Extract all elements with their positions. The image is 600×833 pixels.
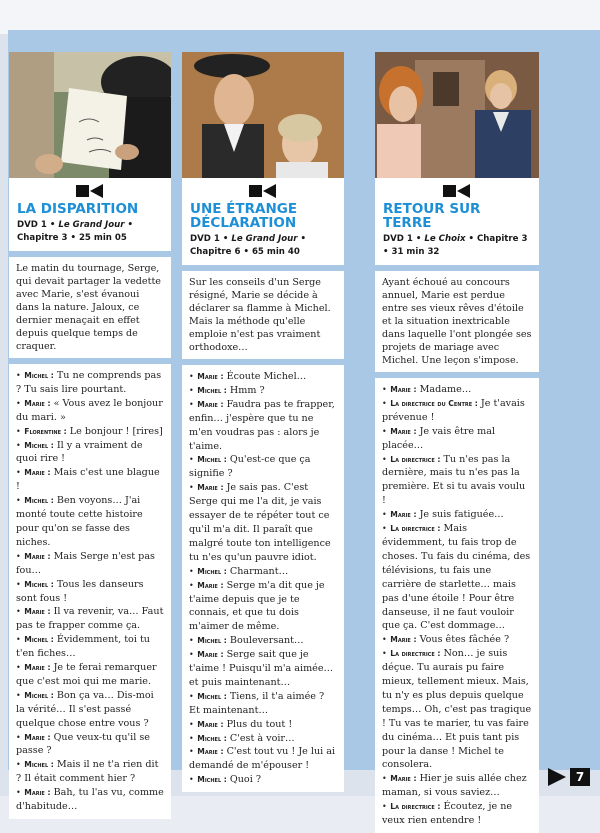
dialogue-line: • Michel : Tiens, il t'a aimée ? Et maintenant… <box>189 690 325 716</box>
dialogue-line: • La directrice : Tu n'es pas la dernière, mais tu n'es pas la première. Et si tu avais voulu ! <box>382 453 526 507</box>
dialogue-line: • Marie : Je te ferai remarquer que c'est moi qui me marie. <box>16 662 157 687</box>
dvd-info: DVD 1 • Le Grand Jour • Chapitre 3 • 25 min 05 <box>17 220 133 243</box>
dialogue-line: • Michel : Tous les danseurs sont fous ! <box>16 578 144 604</box>
dialogue-line: • Michel : C'est à voir… <box>189 732 295 744</box>
dialogue-line: • Marie : Mais Serge n'est pas fou… <box>16 550 155 576</box>
scene-summary: Sur les conseils d'un Serge résigné, Marie se décide à déclarer sa flamme à Michel. Mais la méthode qu'elle emploie n'est pas vraiment orthodoxe… <box>182 271 344 359</box>
dialogue-line: • Marie : Serge m'a dit que je t'aime depuis que je te connais, et que tu dois m'aimer de même. <box>189 579 325 633</box>
dialogue-line: • Michel : Hmm ? <box>189 384 265 396</box>
dialogue-line: • Marie : Écoute Michel… <box>189 371 307 382</box>
column-la-disparition <box>9 52 171 819</box>
scene-header <box>375 178 539 265</box>
film-still-1 <box>9 52 171 178</box>
dialogue-line: • Marie : Madame… <box>382 384 472 395</box>
dialogue-line: • Michel : Ben voyons… J'ai monté toute cette histoire pour qu'on se fasse des niches. <box>16 495 143 548</box>
dialogue-line: • Michel : Évidemment, toi tu t'en fiches… <box>16 634 150 660</box>
dialogue-line: • La directrice : Écoutez, je ne veux rien entendre ! <box>382 801 513 827</box>
dialogue-line: • Marie : Je vais être mal placée… <box>382 425 496 451</box>
camera-icon <box>249 184 277 198</box>
film-still-2 <box>182 52 344 178</box>
dialogue-line: • Michel : Qu'est-ce que ça signifie ? <box>189 454 311 480</box>
column-une-etrange-declaration <box>182 52 344 792</box>
dialogue-line: • Marie : Plus du tout ! <box>189 718 293 730</box>
dialogue-line: • Marie : Il va revenir, va… Faut pas te frapper comme ça. <box>16 606 164 632</box>
dialogue-line: • Marie : C'est tout vu ! Je lui ai demandé de m'épouser ! <box>189 746 336 772</box>
dialogue-block <box>9 364 171 819</box>
dialogue-line: • Michel : Bouleversant… <box>189 635 304 647</box>
dialogue-line: • Marie : Mais c'est une blague ! <box>16 467 160 493</box>
dialogue-line: • La directrice du Centre : Je t'avais prévenue ! <box>382 397 525 423</box>
film-still-3 <box>375 52 539 178</box>
dialogue-line: • Marie : Que veux-tu qu'il se passe ? <box>16 731 150 757</box>
page-footer <box>548 768 590 786</box>
camera-icon <box>76 184 104 198</box>
dvd-info: DVD 1 • Le Grand Jour • Chapitre 6 • 65 min 40 <box>190 234 306 257</box>
dialogue-line: • La directrice : Non… je suis déçue. Tu aurais pu faire mieux, tellement mieux. Mais, tu n'y es plus depuis quelque temps… Oh, c'est pas tragique ! Tu vas te marier, tu vas faire du cinéma… Et puis tant pis pour la danse ! Michel te consolera. <box>382 648 532 771</box>
dialogue-line: • Marie : Vous êtes fâchée ? <box>382 634 510 646</box>
dvd-info: DVD 1 • Le Choix • Chapitre 3 • 31 min 32 <box>383 234 528 257</box>
column-retour-sur-terre <box>375 52 539 833</box>
scene-header <box>9 178 171 251</box>
dialogue-block <box>182 365 344 792</box>
dialogue-line: • Michel : Bon ça va… Dis-moi la vérité… Il s'est passé quelque chose entre vous ? <box>16 689 154 729</box>
dialogue-line: • Marie : Bah, tu l'as vu, comme d'habitude… <box>16 787 164 813</box>
scene-header <box>182 178 344 265</box>
top-band <box>0 0 600 34</box>
dialogue-line: • Florentine : Le bonjour ! [rires] <box>16 425 163 437</box>
dialogue-line: • Michel : Mais il ne t'a rien dit ? Il était comment hier ? <box>16 759 159 785</box>
scene-title: LA DISPARITION <box>17 201 139 217</box>
scene-summary: Ayant échoué au concours annuel, Marie est perdue entre ses vieux rêves d'étoile et la situation inextricable dans laquelle l'ont plongée ses projets de mariage avec Michel. Une leçon s'impose. <box>375 271 539 372</box>
dialogue-line: • Michel : Quoi ? <box>189 774 261 786</box>
page-number: 7 <box>570 768 590 786</box>
dialogue-line: • Marie : « Vous avez le bonjour du mari. » <box>16 397 163 423</box>
camera-icon <box>443 184 471 198</box>
next-arrow-icon <box>548 768 566 786</box>
dialogue-line: • Marie : Je sais pas. C'est Serge qui me l'a dit, je vais essayer de te répéter tout ce qu'il m'a dit. Il paraît que malgré toute ton intelligence tu n'es qu'un pauvre idiot. <box>189 482 331 563</box>
scene-title: RETOUR SUR TERRE <box>383 201 481 231</box>
dialogue-line: • Michel : Charmant… <box>189 565 289 577</box>
dialogue-block <box>375 378 539 833</box>
dialogue-line: • Marie : Je suis fatiguée… <box>382 509 504 521</box>
dialogue-line: • Marie : Serge sait que je t'aime ! Puisqu'il m'a aimée… et puis maintenant… <box>189 649 334 688</box>
dialogue-line: • Michel : Il y a vraiment de quoi rire ! <box>16 439 143 465</box>
dialogue-line: • Marie : Faudra pas te frapper, enfin… j'espère que tu ne m'en voudras pas : alors je t'aime. <box>189 398 335 452</box>
dialogue-line: • Michel : Tu ne comprends pas ? Tu sais lire pourtant. <box>16 370 162 395</box>
dialogue-line: • Marie : Hier je suis allée chez maman, si vous saviez… <box>382 773 527 799</box>
scene-title: UNE ÉTRANGE DÉCLARATION <box>190 201 298 231</box>
dialogue-line: • La directrice : Mais évidemment, tu fais trop de choses. Tu fais du cinéma, des télévisions, tu fais une carrière de starlette… mais pas d'une étoile ! Pour être danseuse, il ne faut vouloir que ça. C'est dommage… <box>382 523 531 632</box>
scene-summary: Le matin du tournage, Serge, qui devait partager la vedette avec Marie, s'est évanoui dans la nature. Jaloux, ce dernier menaçait en effet depuis quelque temps de craquer. <box>9 257 171 358</box>
